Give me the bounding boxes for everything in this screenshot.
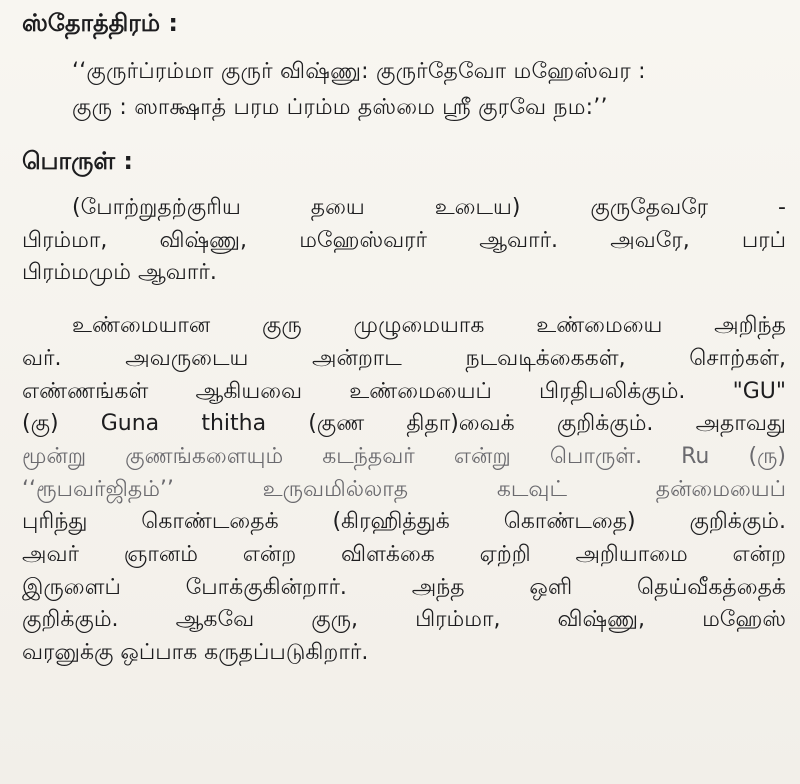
paragraph-line: (கு) Guna thitha (குண திதா)வைக் குறிக்கும். அதாவது [22, 411, 786, 437]
paragraph-line: புரிந்து கொண்டதைக் (கிரஹித்துக் கொண்டதை) குறிக்கும். [22, 509, 786, 535]
heading-meaning: பொருள் : [22, 147, 133, 175]
paragraph-line: ‘‘ரூபவர்ஜிதம்’’ உருவமில்லாத கடவுட் தன்மையைப் [22, 476, 786, 502]
paragraph-line: வரனுக்கு ஒப்பாக கருதப்படுகிறார். [22, 640, 369, 666]
paragraph-line: வர். அவருடைய அன்றாட நடவடிக்கைகள், சொற்கள், [22, 345, 786, 371]
verse-block [22, 54, 786, 126]
paragraph-line: உண்மையான குரு முழுமையாக உண்மையை அறிந்த [72, 313, 786, 339]
paragraph-line: மூன்று குணங்களையும் கடந்தவர் என்று பொருள். Ru (ரு) [22, 443, 786, 469]
paragraph-line: இருளைப் போக்குகின்றார். அந்த ஒளி தெய்வீகத்தைக் [22, 574, 786, 600]
paragraph-2 [22, 310, 786, 670]
verse-line: குரு : ஸாக்ஷாத் பரம ப்ரம்ம தஸ்மை ஸ்ரீ குரவே நம:’’ [72, 95, 608, 120]
paragraph-line: குறிக்கும். ஆகவே குரு, பிரம்மா, விஷ்ணு, மஹேஸ் [22, 607, 786, 633]
paragraph-line: (போற்றுதற்குரிய தயை உடைய) குருதேவரே - [72, 195, 786, 220]
paragraph-line: எண்ணங்கள் ஆகியவை உண்மையைப் பிரதிபலிக்கும். "GU" [22, 378, 786, 404]
heading-stotram: ஸ்தோத்திரம் : [22, 9, 178, 37]
verse-line: ‘‘குருர்ப்ரம்மா குருர் விஷ்ணு: குருர்தேவோ மஹேஸ்வர : [72, 59, 646, 84]
paragraph-line: பிரம்மமும் ஆவார். [22, 260, 217, 286]
paragraph-1 [22, 192, 786, 290]
paragraph-line: பிரம்மா, விஷ்ணு, மஹேஸ்வரர் ஆவார். அவரே, பரப் [22, 227, 786, 253]
paragraph-line: அவர் ஞானம் என்ற விளக்கை ஏற்றி அறியாமை என்ற [22, 542, 786, 568]
